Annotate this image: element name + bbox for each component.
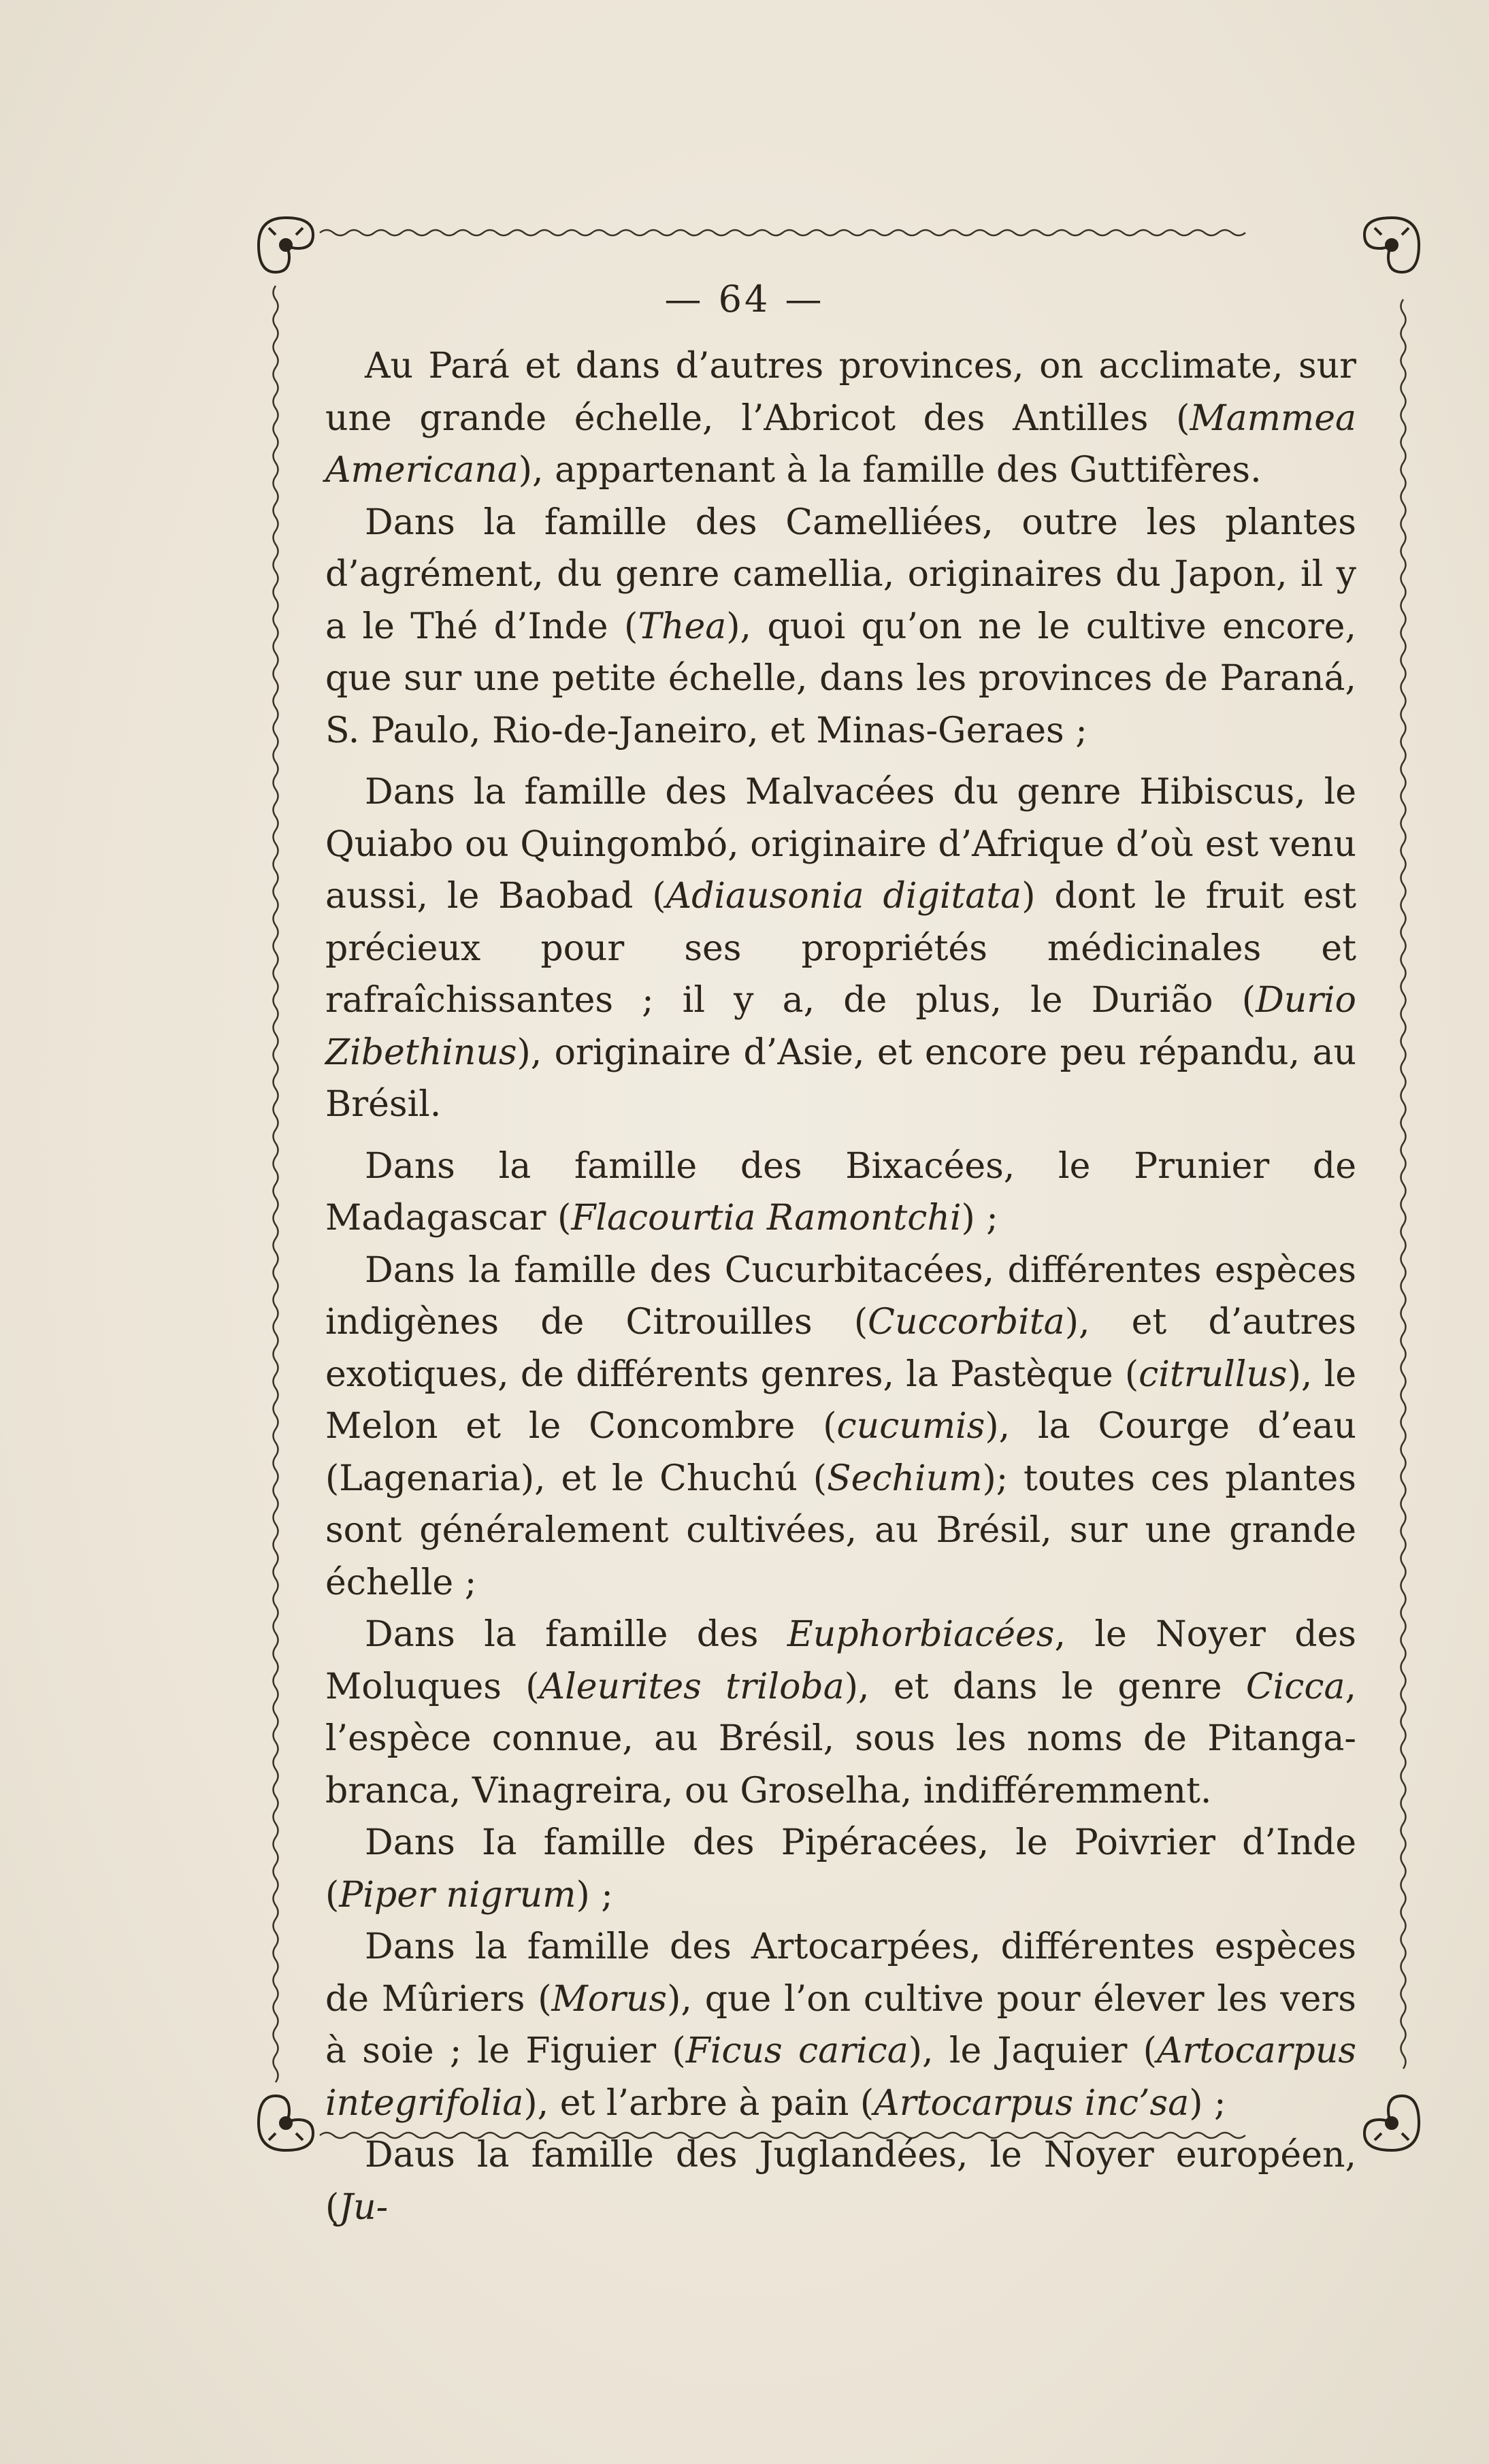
italic-term: Artocarpus integrifolia bbox=[325, 2031, 1357, 2124]
para-malvacees bbox=[325, 766, 1356, 1131]
top-wavy-rule bbox=[320, 230, 1245, 235]
para-para-abricot bbox=[325, 340, 1356, 497]
text-run: Dans la famille des Artocarpées, différentes espèces de Mûriers ( bbox=[325, 1926, 1356, 2020]
text-run: Dans Ia famille des Pipéracées, le Poivrier d’Inde ( bbox=[325, 1822, 1356, 1916]
corner-ornament-top-left bbox=[259, 218, 313, 272]
para-euphorbiacees bbox=[325, 1609, 1356, 1817]
para-cucurbitacees bbox=[325, 1245, 1356, 1609]
text-run: ) ; bbox=[576, 1874, 613, 1916]
italic-term: Ju- bbox=[339, 2186, 389, 2228]
text-run: ), appartenant à la famille des Guttifères. bbox=[518, 450, 1262, 491]
italic-term: Flacourtia Ramontchi bbox=[571, 1198, 962, 1238]
text-run: Dans la famille des Cucurbitacées, différentes espèces indigènes de Citrouilles ( bbox=[325, 1249, 1356, 1343]
text-run: , l’espèce connue, au Brésil, sous les noms de Pitanga-branca, Vinagreira, ou Groselha, indifféremment. bbox=[325, 1666, 1357, 1811]
page-number: — 64 — bbox=[664, 278, 825, 321]
right-wavy-rule bbox=[1401, 299, 1406, 2069]
italic-term: Artocarpus inc’sa bbox=[874, 2082, 1190, 2124]
para-camelliees bbox=[325, 497, 1356, 757]
italic-term: cucumis bbox=[836, 1406, 985, 1447]
text-run: ), le Melon et le Concombre ( bbox=[325, 1353, 1357, 1447]
corner-ornament-bottom-right bbox=[1364, 2096, 1419, 2150]
para-artocarpees bbox=[325, 1921, 1356, 2129]
italic-term: Euphorbiacées bbox=[787, 1614, 1055, 1655]
italic-term: Morus bbox=[551, 1978, 668, 2020]
text-run: Dans la famille des Malvacées du genre Hibiscus, le Quiabo ou Quingombó, originaire d’Afrique d’où est venu aussi, le Baobad ( bbox=[325, 772, 1356, 917]
italic-term: Aleurites triloba bbox=[539, 1666, 845, 1707]
para-bixacees bbox=[325, 1140, 1356, 1245]
text-run: ), et dans le genre bbox=[844, 1666, 1246, 1707]
text-run: Dans la famille des Bixacées, le Prunier de Madagascar ( bbox=[325, 1145, 1356, 1238]
text-run: ), que l’on cultive pour élever les vers à soie ; le Figuier ( bbox=[325, 1978, 1356, 2071]
text-run: ) ; bbox=[961, 1198, 998, 1238]
text-run: Au Pará et dans d’autres provinces, on acclimate, sur une grande échelle, l’Abricot des Antilles ( bbox=[325, 346, 1356, 439]
corner-ornament-bottom-left bbox=[259, 2096, 313, 2150]
italic-term: Mammea Americana bbox=[325, 397, 1356, 491]
left-wavy-rule bbox=[274, 286, 278, 2082]
italic-term: Ficus carica bbox=[685, 2031, 909, 2071]
italic-term: Cicca bbox=[1245, 1666, 1345, 1707]
para-juglandees bbox=[325, 2129, 1356, 2233]
text-run: Daus la famille des Juglandées, le Noyer européen, ( bbox=[325, 2135, 1356, 2228]
text-run: ), quoi qu’on ne le cultive encore, que sur une petite échelle, dans les provinces de Paraná, S. Paulo, Rio-de-Janeiro, et Minas-Geraes ; bbox=[325, 606, 1356, 751]
italic-term: Cuccorbita bbox=[868, 1302, 1065, 1343]
corner-ornament-top-right bbox=[1364, 218, 1419, 272]
text-run: Dans la famille des Camelliées, outre les plantes d’agrément, du genre camellia, originaires du Japon, il y a le Thé d’Inde ( bbox=[325, 502, 1356, 647]
text-run: Dans la famille des bbox=[365, 1614, 787, 1655]
text-run: ) dont le fruit est précieux pour ses propriétés médicinales et rafraîchissantes ; il y a, de plus, le Durião ( bbox=[325, 876, 1356, 1021]
italic-term: citrullus bbox=[1139, 1353, 1288, 1395]
italic-term: Durio Zibethinus bbox=[325, 980, 1356, 1073]
italic-term: Sechium bbox=[827, 1458, 983, 1499]
text-run: ), le Jaquier ( bbox=[908, 2031, 1157, 2071]
italic-term: Piper nigrum bbox=[339, 1874, 576, 1916]
italic-term: Thea bbox=[638, 606, 727, 647]
text-run: ); toutes ces plantes sont généralement cultivées, au Brésil, sur une grande échelle ; bbox=[325, 1458, 1356, 1603]
text-run: ), et d’autres exotiques, de différents genres, la Pastèque ( bbox=[325, 1302, 1356, 1395]
body-text bbox=[325, 340, 1356, 2233]
italic-term: Adiausonia digitata bbox=[666, 876, 1022, 917]
text-run: ), et l’arbre à pain ( bbox=[523, 2082, 874, 2124]
text-run: ), originaire d’Asie, et encore peu répandu, au Brésil. bbox=[325, 1032, 1356, 1125]
para-piperacees bbox=[325, 1817, 1356, 1921]
text-run: ), la Courge d’eau (Lagenaria), et le Chuchú ( bbox=[325, 1406, 1357, 1499]
text-run: , le Noyer des Moluques ( bbox=[325, 1614, 1356, 1707]
text-run: ) ; bbox=[1189, 2082, 1226, 2124]
